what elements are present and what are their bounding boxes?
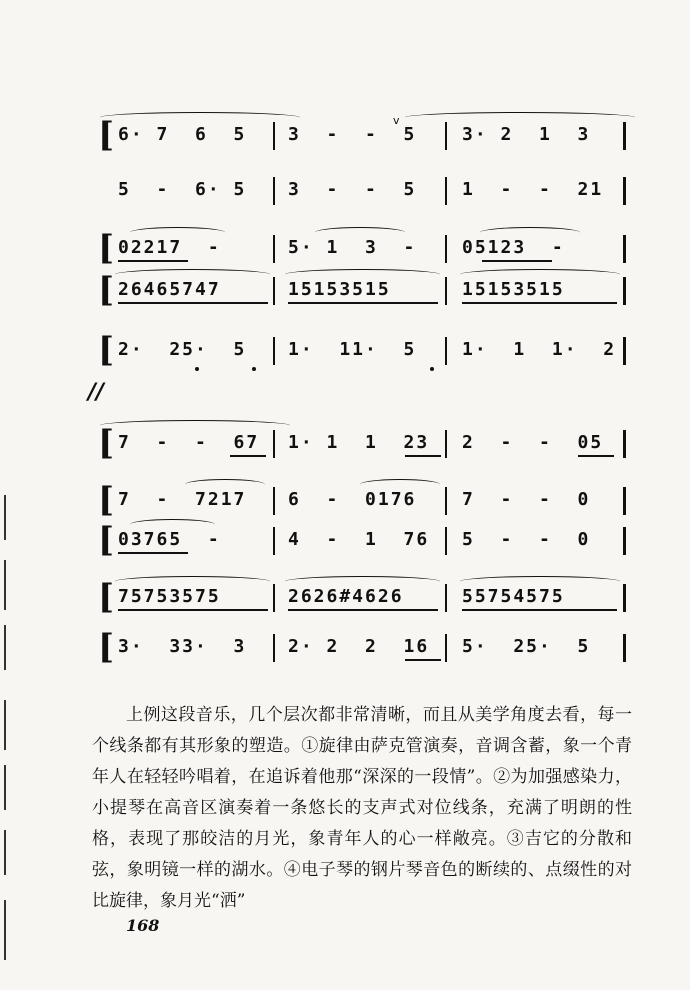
measure: 3· 2 1 3 — [462, 124, 591, 145]
slur — [100, 420, 290, 431]
slur — [285, 269, 440, 280]
measure: 3 - - 5 — [288, 179, 417, 200]
measure: 4 - 1 76 — [288, 529, 430, 550]
barline — [623, 430, 626, 458]
measure: 75753575 — [118, 586, 221, 607]
measure: 3 - - 5 — [288, 124, 417, 145]
underline — [462, 302, 617, 304]
barline — [273, 487, 275, 515]
score-row — [98, 480, 640, 520]
barline — [273, 430, 275, 458]
slur — [460, 576, 620, 587]
measure: 6 - 0176 — [288, 489, 417, 510]
slur — [360, 479, 440, 490]
staff-bracket: [ — [98, 115, 115, 155]
scan-edge — [4, 625, 6, 670]
measure: 2· 25· 5 — [118, 339, 247, 360]
staff-bracket: [ — [98, 270, 115, 310]
barline — [445, 235, 447, 263]
barline — [623, 122, 626, 150]
score-row — [98, 330, 640, 370]
system-mark: // — [88, 380, 105, 405]
staff-bracket: [ — [98, 330, 115, 370]
staff-bracket: [ — [98, 228, 115, 268]
underline — [118, 260, 188, 262]
barline — [445, 584, 447, 612]
slur — [100, 112, 300, 123]
scan-edge — [4, 495, 6, 540]
slur — [405, 112, 635, 123]
measure: 1· 1 1 23 — [288, 432, 430, 453]
staff-bracket: [ — [98, 627, 115, 667]
measure: 5· 25· 5 — [462, 636, 591, 657]
score-row — [98, 577, 640, 617]
staff-bracket: [ — [98, 480, 115, 520]
staff-bracket: [ — [98, 577, 115, 617]
scan-edge — [4, 700, 6, 750]
scan-edge — [4, 830, 6, 875]
underline — [288, 609, 438, 611]
barline — [273, 527, 275, 555]
measure: 6· 7 6 5 — [118, 124, 247, 145]
barline — [445, 430, 447, 458]
barline — [445, 177, 447, 205]
score-row — [98, 627, 640, 667]
barline — [273, 277, 275, 305]
barline — [273, 122, 275, 150]
measure: 15153515 — [462, 279, 565, 300]
measure: 5· 1 3 - — [288, 237, 417, 258]
underline — [578, 455, 614, 457]
score-row — [98, 270, 640, 310]
measure: 55754575 — [462, 586, 565, 607]
breath-mark: v — [393, 114, 400, 127]
measure: 7 - 7217 — [118, 489, 247, 510]
underline — [230, 455, 266, 457]
measure: 02217 - — [118, 237, 221, 258]
scan-edge — [4, 765, 6, 810]
underline — [118, 609, 268, 611]
measure: 2626#4626 — [288, 586, 404, 607]
barline — [623, 177, 626, 205]
underline — [482, 260, 552, 262]
paragraph: 上例这段音乐，几个层次都非常清晰，而且从美学角度去看，每一个线条都有其形象的塑造。①旋律由萨克管演奏，音调含蓄，象一个青年人在轻轻吟唱着，在追诉着他那“深深的一段情”。②为加强感染力，小提琴在高音区演奏着一条悠长的支声式对位线条，充满了明朗的性格，表现了那皎洁的月光，象青年人的心一样敞亮。③吉它的分散和弦，象明镜一样的湖水。④电子琴的钢片琴音色的断续的、点缀性的对比旋律，象月光“洒” — [92, 705, 632, 911]
score-row — [100, 175, 640, 205]
scan-edge — [4, 560, 6, 610]
score-row — [98, 228, 640, 268]
low-octave-dot — [252, 367, 256, 371]
measure: 7 - - 67 — [118, 432, 260, 453]
measure: 26465747 — [118, 279, 221, 300]
slur — [115, 269, 270, 280]
staff-bracket: [ — [98, 423, 115, 463]
measure: 15153515 — [288, 279, 391, 300]
score-row — [98, 114, 640, 155]
underline — [405, 455, 441, 457]
slur — [130, 519, 215, 530]
barline — [623, 584, 626, 612]
measure: 5 - 6· 5 — [118, 179, 247, 200]
barline — [623, 337, 626, 365]
underline — [118, 302, 268, 304]
barline — [445, 634, 447, 662]
barline — [273, 235, 275, 263]
slur — [460, 269, 620, 280]
barline — [623, 634, 626, 662]
barline — [273, 337, 275, 365]
barline — [445, 277, 447, 305]
barline — [273, 177, 275, 205]
measure: 1· 11· 5 — [288, 339, 417, 360]
measure: 5 - - 0 — [462, 529, 591, 550]
barline — [623, 487, 626, 515]
low-octave-dot — [430, 367, 434, 371]
page-number: 168 — [126, 916, 160, 935]
score-row — [98, 423, 640, 463]
barline — [623, 527, 626, 555]
slur — [480, 227, 580, 238]
staff-bracket: [ — [98, 520, 115, 560]
measure: 1· 1 1· 2 — [462, 339, 617, 360]
score-row — [98, 520, 640, 560]
barline — [623, 277, 626, 305]
barline — [445, 337, 447, 365]
slur — [285, 576, 440, 587]
body-text — [92, 700, 632, 917]
measure: 05123 - — [462, 237, 565, 258]
underline — [288, 302, 438, 304]
slur — [315, 227, 405, 238]
underline — [405, 659, 441, 661]
scan-edge — [4, 900, 6, 960]
low-octave-dot — [195, 367, 199, 371]
barline — [273, 634, 275, 662]
slur — [185, 479, 265, 490]
measure: 2· 2 2 16 — [288, 636, 430, 657]
barline — [445, 122, 447, 150]
slur — [130, 227, 225, 238]
measure: 03765 - — [118, 529, 221, 550]
underline — [118, 552, 188, 554]
underline — [462, 609, 617, 611]
measure: 2 - - 05 — [462, 432, 604, 453]
slur — [115, 576, 270, 587]
barline — [273, 584, 275, 612]
measure: 3· 33· 3 — [118, 636, 247, 657]
barline — [623, 235, 626, 263]
measure: 7 - - 0 — [462, 489, 591, 510]
barline — [445, 487, 447, 515]
measure: 1 - - 21 — [462, 179, 604, 200]
barline — [445, 527, 447, 555]
